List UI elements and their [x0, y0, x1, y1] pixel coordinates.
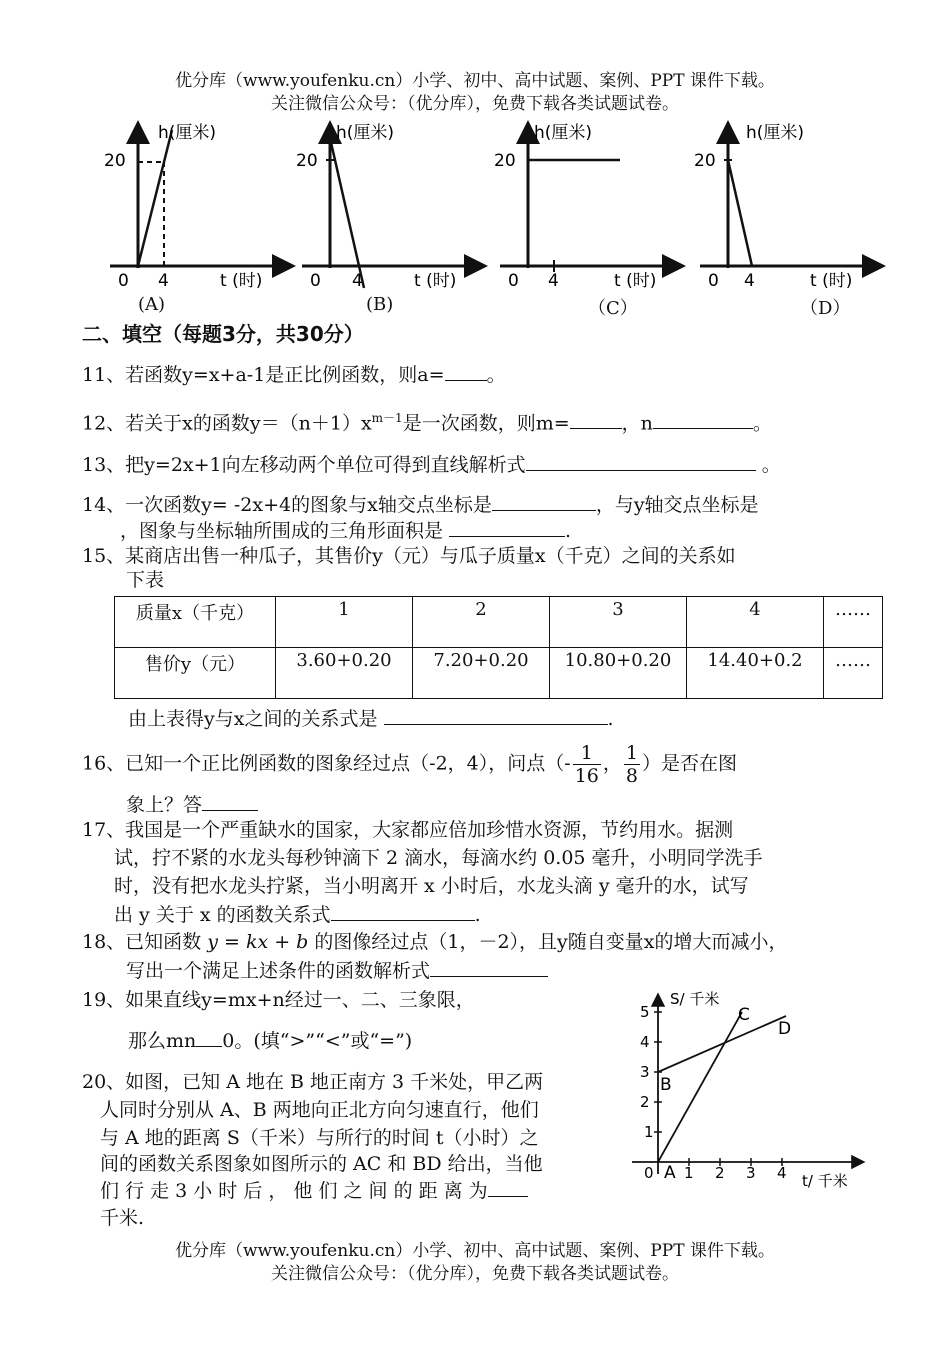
question-20-line-6: 千米. — [100, 1207, 145, 1229]
fig20-ytick-5: 5 — [640, 1003, 650, 1021]
graph-d-origin: 0 — [708, 271, 719, 290]
table-cell: 3 — [550, 597, 687, 648]
question-11: 11、若函数y=x+a-1是正比例函数，则a= 。 — [82, 360, 506, 389]
question-18-line-1: 18、已知函数 y = kx + b 的图像经过点（1，－2），且y随自变量x的增大而减小， — [82, 931, 788, 953]
fig20-ytick-1: 1 — [644, 1123, 654, 1141]
footer-line-2: 关注微信公众号：（优分库），免费下载各类试题试卷。 — [271, 1264, 679, 1284]
graph-d-x4: 4 — [744, 271, 755, 290]
question-20-line-1: 20、如图，已知 A 地在 B 地正南方 3 千米处，甲乙两 — [82, 1071, 544, 1093]
graph-b-label: (B) — [366, 294, 394, 315]
question-14-line-1: 14、一次函数y= -2x+4的图象与x轴交点坐标是 ，与y轴交点坐标是 — [82, 490, 759, 519]
graph-c-xlabel: t (时) — [614, 271, 657, 290]
question-18-line-2: 写出一个满足上述条件的函数解析式 — [126, 956, 548, 985]
graph-b-x4: 4 — [352, 271, 363, 290]
question-17-line-3: 时，没有把水龙头拧紧，当小明离开 x 小时后，水龙头滴 y 毫升的水，试写 — [114, 875, 749, 897]
question-19-line-1: 19、如果直线y=mx+n经过一、二、三象限， — [82, 989, 475, 1011]
fig20-xtick-1: 1 — [684, 1164, 694, 1182]
table-cell: …… — [824, 648, 883, 699]
figure-20 — [626, 990, 876, 1190]
fig20-xtick-3: 3 — [746, 1164, 756, 1182]
header-line-2: 关注微信公众号：（优分库），免费下载各类试题试卷。 — [271, 94, 679, 114]
graph-b — [292, 118, 492, 290]
question-16-line-1: 16、已知一个正比例函数的图象经过点（-2，4），问点（- $\frac{1}{16}$ ， $\frac{1}{8}$ ）是否在图 — [82, 742, 738, 787]
fig20-point-c: C — [738, 1005, 750, 1025]
graph-c-x4: 4 — [548, 271, 559, 290]
question-15-answer: 由上表得y与x之间的关系式是 . — [128, 704, 614, 733]
graph-a — [100, 118, 300, 290]
graph-d — [690, 118, 890, 290]
fig20-point-a: A — [664, 1163, 676, 1183]
table-row — [115, 597, 883, 648]
table-cell: 10.80+0.20 — [550, 648, 687, 699]
fig20-point-d: D — [778, 1019, 792, 1039]
graph-b-origin: 0 — [310, 271, 321, 290]
table-cell: 7.20+0.20 — [413, 648, 550, 699]
question-20-line-5: 们 行 走 3 小 时 后 ， 他 们 之 间 的 距 离 为 — [100, 1176, 528, 1205]
graph-a-xlabel: t (时) — [220, 271, 263, 290]
fig20-xtick-2: 2 — [715, 1164, 725, 1182]
question-19-line-2: 那么mn 0。(填“>”“<”或“=”) — [128, 1026, 412, 1055]
graph-c-y20: 20 — [494, 151, 516, 171]
question-16-line-2: 象上？答 — [126, 790, 258, 819]
graph-d-xlabel: t (时) — [810, 271, 853, 290]
question-12: 12、若关于x的函数$y=(n+1)x^{m-1}$是一次函数，则m= ，n 。 — [82, 404, 772, 437]
fig20-origin: 0 — [644, 1164, 654, 1182]
question-17-line-1: 17、我国是一个严重缺水的国家，大家都应倍加珍惜水资源，节约用水。据测 — [82, 819, 734, 841]
question-17-line-2: 试，拧不紧的水龙头每秒钟滴下 2 滴水，每滴水约 0.05 毫升，小明同学洗手 — [114, 847, 763, 869]
graph-b-ylabel: h(厘米) — [336, 123, 395, 143]
table-row — [115, 648, 883, 699]
table-cell: …… — [824, 597, 883, 648]
question-13: 13、把y=2x+1向左移动两个单位可得到直线解析式 。 — [82, 450, 781, 479]
footer-line-1: 优分库（www.youfenku.cn）小学、初中、高中试题、案例、PPT 课件下载。 — [175, 1241, 775, 1261]
fig20-ytick-4: 4 — [640, 1033, 650, 1051]
question-20-line-2: 人同时分别从 A、B 两地向正北方向匀速直行，他们 — [100, 1099, 539, 1121]
graph-a-ylabel: h(厘米) — [158, 123, 217, 143]
fraction-1-8: $\frac{1}{8}$ — [625, 742, 638, 787]
question-20-line-3: 与 A 地的距离 S（千米）与所行的时间 t（小时）之 — [100, 1127, 539, 1149]
graph-d-label: （D） — [800, 298, 851, 319]
graph-c-label: （C） — [588, 298, 638, 319]
table-cell: 质量x（千克） — [115, 597, 276, 648]
question-17-line-4: 出 y 关于 x 的函数关系式 . — [114, 900, 481, 929]
fraction-1-16: $\frac{1}{16}$ — [574, 742, 599, 787]
fig20-ytick-3: 3 — [640, 1063, 650, 1081]
table-cell: 1 — [276, 597, 413, 648]
fig20-ytick-2: 2 — [640, 1093, 650, 1111]
table-cell: 3.60+0.20 — [276, 648, 413, 699]
fig20-point-b: B — [660, 1075, 672, 1095]
fig20-xlabel: t/ 千米 — [802, 1172, 848, 1190]
graph-b-xlabel: t (时) — [414, 271, 457, 290]
graph-c-origin: 0 — [508, 271, 519, 290]
header-line-1: 优分库（www.youfenku.cn）小学、初中、高中试题、案例、PPT 课件下载。 — [175, 71, 775, 91]
fig20-xtick-4: 4 — [777, 1164, 787, 1182]
graph-c-ylabel: h(厘米) — [534, 123, 593, 143]
graph-a-origin: 0 — [118, 271, 129, 290]
table-cell: 售价y（元） — [115, 648, 276, 699]
price-table — [114, 596, 883, 699]
graph-a-x4: 4 — [158, 271, 169, 290]
question-15-line-1: 15、某商店出售一种瓜子，其售价y（元）与瓜子质量x（千克）之间的关系如 — [82, 545, 736, 567]
graph-c — [490, 118, 690, 290]
question-15-line-2: 下表 — [126, 569, 165, 591]
fig20-ylabel: S/ 千米 — [670, 990, 720, 1008]
graph-a-label: (A) — [138, 294, 166, 315]
graph-d-ylabel: h(厘米) — [746, 123, 805, 143]
graph-d-y20: 20 — [694, 151, 716, 171]
table-cell: 4 — [687, 597, 824, 648]
graph-a-y20: 20 — [104, 151, 126, 171]
graph-b-y20: 20 — [296, 151, 318, 171]
question-20-line-4: 间的函数关系图象如图所示的 AC 和 BD 给出，当他 — [100, 1153, 543, 1175]
section-title: 二、填空（每题3分，共30分） — [82, 322, 364, 346]
table-cell: 14.40+0.2 — [687, 648, 824, 699]
table-cell: 2 — [413, 597, 550, 648]
question-14-line-2: ，图象与坐标轴所围成的三角形面积是 . — [120, 516, 571, 545]
